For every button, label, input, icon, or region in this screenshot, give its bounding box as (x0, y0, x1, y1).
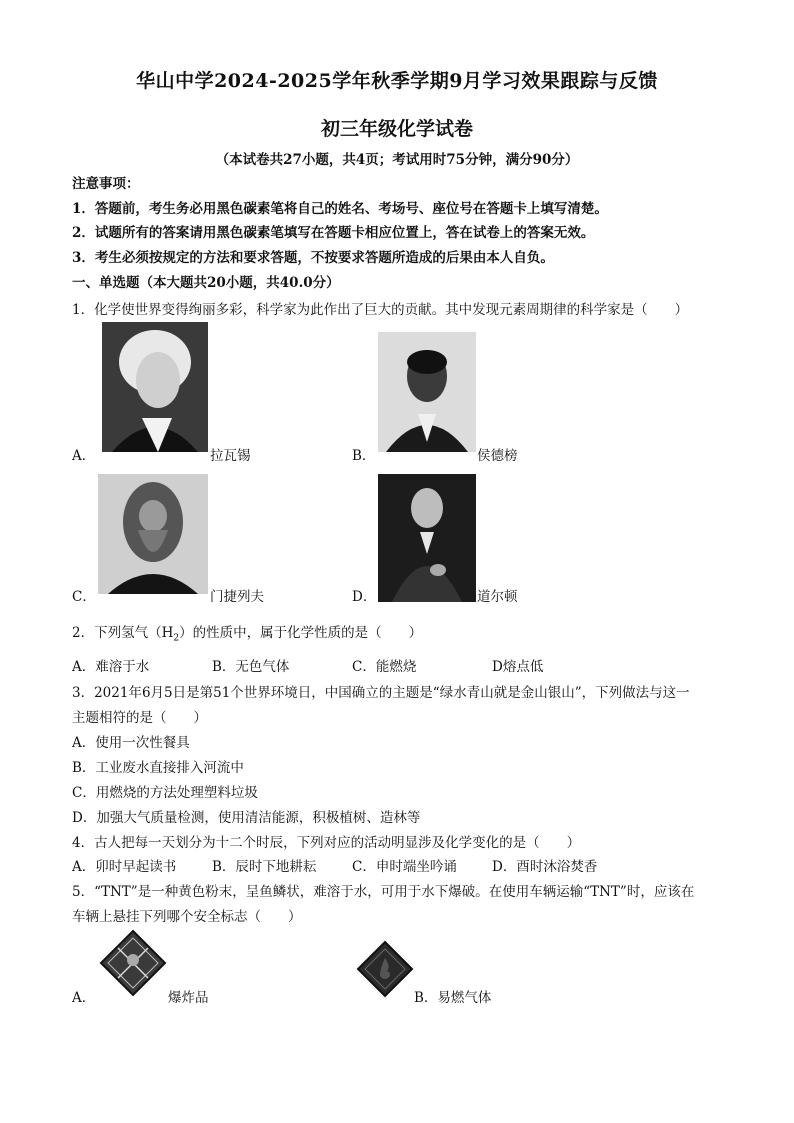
q3-option-c[interactable]: C．用燃烧的方法处理塑料垃圾 (72, 785, 258, 801)
q1-option-d-letter[interactable]: D． (352, 589, 377, 605)
q3-option-d[interactable]: D．加强大气质量检测，使用清洁能源，积极植树、造林等 (72, 810, 421, 826)
q2-option-c[interactable]: C．能燃烧 (352, 659, 417, 675)
q2-stem-subscript: 2 (173, 633, 180, 644)
q2-option-d[interactable]: D熔点低 (492, 659, 544, 675)
q3-stem-line2: 主题相符的是（ ） (72, 710, 207, 726)
lavoisier-portrait (102, 322, 208, 452)
q1-option-b-letter[interactable]: B． (352, 448, 376, 464)
notice-item-1: 1．答题前，考生务必用黑色碳素笔将自己的姓名、考场号、座位号在答题卡上填写清楚。 (72, 201, 608, 217)
flammable-gas-sign (356, 940, 414, 998)
q1-stem: 1．化学使世界变得绚丽多彩，科学家为此作出了巨大的贡献。其中发现元素周期律的科学家是（ ） (72, 302, 689, 318)
q1-option-c-name: 门捷列夫 (210, 589, 264, 605)
q4-option-a[interactable]: A．卯时早起读书 (72, 859, 177, 875)
q4-option-c[interactable]: C．申时端坐吟诵 (352, 859, 457, 875)
hou-debang-portrait (378, 332, 476, 452)
q2-option-b[interactable]: B．无色气体 (212, 659, 290, 675)
q1-option-c-letter[interactable]: C． (72, 589, 96, 605)
q1-option-d-name: 道尔顿 (477, 589, 518, 605)
q4-option-b[interactable]: B．辰时下地耕耘 (212, 859, 317, 875)
q4-option-d[interactable]: D．酉时沐浴焚香 (492, 859, 598, 875)
q2-stem-post: ）的性质中，属于化学性质的是（ ） (179, 625, 423, 641)
q2-option-a[interactable]: A．难溶于水 (72, 659, 150, 675)
q3-option-b[interactable]: B．工业废水直接排入河流中 (72, 760, 244, 776)
q5-stem-line1: 5．“TNT”是一种黄色粉末，呈鱼鳞状，难溶于水，可用于水下爆破。在使用车辆运输“TNT”时，应该在 (72, 884, 695, 900)
q1-option-b-name: 侯德榜 (477, 448, 518, 464)
dalton-portrait (378, 474, 476, 602)
notice-item-3: 3．考生必须按规定的方法和要求答题，不按要求答题所造成的后果由本人自负。 (72, 250, 554, 266)
q5-option-a-name: 爆炸品 (168, 990, 209, 1006)
q1-option-a-letter[interactable]: A． (72, 448, 96, 464)
q1-option-a-name: 拉瓦锡 (210, 448, 251, 464)
mendeleev-portrait (98, 474, 208, 594)
exam-title: 华山中学2024-2025学年秋季学期9月学习效果跟踪与反馈 (136, 70, 658, 92)
notice-heading: 注意事项： (72, 176, 140, 192)
q2-stem (72, 621, 422, 644)
exam-info: （本试卷共27小题，共4页；考试用时75分钟，满分90分） (215, 152, 579, 168)
exam-grade-title: 初三年级化学试卷 (320, 118, 473, 140)
q3-stem-line1: 3．2021年6月5日是第51个世界环境日，中国确立的主题是“绿水青山就是金山银山”，下列做法与这一 (72, 685, 690, 701)
notice-item-2: 2．试题所有的答案请用黑色碳素笔填写在答题卡相应位置上，答在试卷上的答案无效。 (72, 225, 595, 241)
explosive-warning-sign (98, 928, 168, 998)
section-heading: 一、单选题（本大题共20小题，共40.0分） (72, 275, 340, 291)
q5-stem-line2: 车辆上悬挂下列哪个安全标志（ ） (72, 909, 302, 925)
q5-option-b[interactable]: B．易燃气体 (414, 990, 492, 1006)
q2-stem-pre: 2．下列氢气（H (72, 625, 174, 641)
q3-option-a[interactable]: A．使用一次性餐具 (72, 735, 190, 751)
q4-stem: 4．古人把每一天划分为十二个时辰，下列对应的活动明显涉及化学变化的是（ ） (72, 835, 581, 851)
q5-option-a-letter[interactable]: A． (72, 990, 96, 1006)
